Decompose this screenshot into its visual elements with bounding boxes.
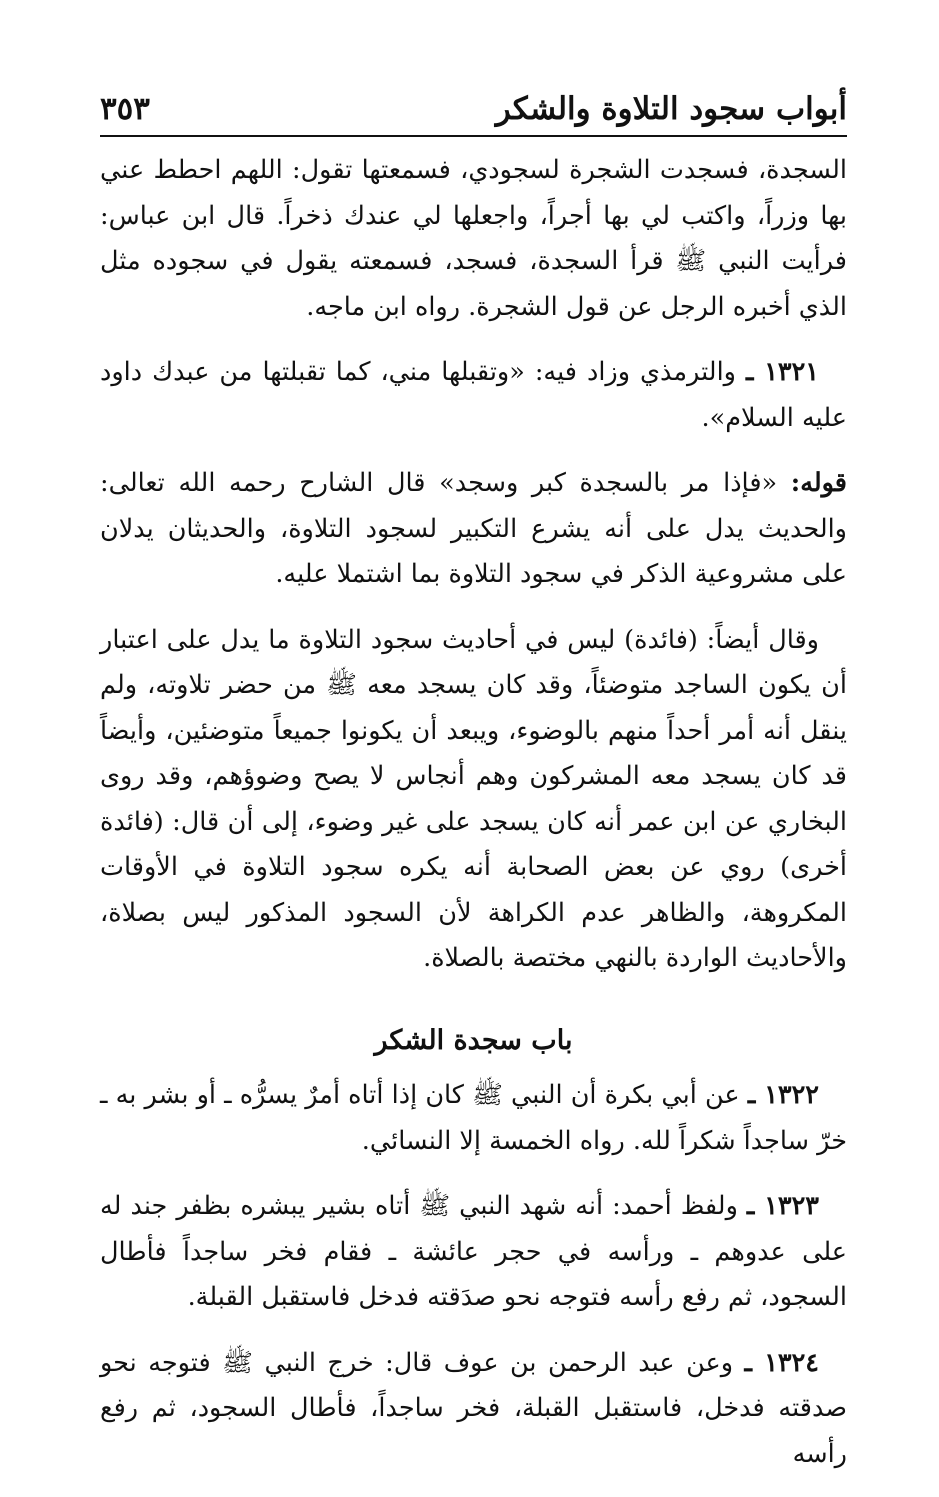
page-header [100,84,847,134]
paragraph-continuation: السجدة، فسجدت الشجرة لسجودي، فسمعتها تقول: اللهم احطط عني بها وزراً، واكتب لي بها أجراً، واجعلها لي عندك ذخراً. قال ابن عباس: فرأيت النبي ﷺ قرأ السجدة، فسجد، فسمعته يقول في سجوده مثل الذي أخبره الرجل عن قول الشجرة. رواه ابن ماجه. [100,155,847,322]
header-rule [100,135,847,137]
commentary-lead: قوله: [790,468,847,498]
hadith-1322 [100,1073,847,1164]
hadith-number: ١٣٢١ ـ [745,357,819,387]
hadith-number: ١٣٢٣ ـ [746,1191,819,1221]
section-heading: باب سجدة الشكر [374,1024,573,1056]
running-title: أبواب سجود التلاوة والشكر [495,91,847,127]
commentary-qawluh [100,461,847,598]
hadith-number: ١٣٢٤ ـ [744,1347,819,1378]
hadith-number: ١٣٢٢ ـ [747,1080,820,1110]
hadith-text: عن أبي بكرة أن النبي ﷺ كان إذا أتاه أمرٌ يسرُّه ـ أو بشر به ـ خرّ ساجداً شكراً لله. رواه الخمسة إلا النسائي. [100,1080,847,1156]
commentary-faida: وقال أيضاً: (فائدة) ليس في أحاديث سجود التلاوة ما يدل على اعتبار أن يكون الساجد متوضئاً، وقد كان يسجد معه ﷺ من حضر تلاوته، ولم ينقل أنه أمر أحداً منهم بالوضوء، ويبعد أن يكونوا جميعاً متوضئين، وأيضاً قد كان يسجد معه المشركون وهم أنجاس لا يصح وضوؤهم، وقد روى البخاري عن ابن عمر أنه كان يسجد على غير وضوء، إلى أن قال: (فائدة أخرى) روي عن بعض الصحابة أنه يكره سجود التلاوة في الأوقات المكروهة، والظاهر عدم الكراهة لأن السجود المذكور ليس بصلاة، والأحاديث الواردة بالنهي مختصة بالصلاة. [100,624,847,973]
commentary-text: «فإذا مر بالسجدة كبر وسجد» قال الشارح رحمه الله تعالى: والحديث يدل على أنه يشرع التكبير لسجود التلاوة، والحديثان يدلان على مشروعية الذكر في سجود التلاوة بما اشتملا عليه. [100,468,847,589]
hadith-1323 [100,1184,847,1321]
hadith-1324 [100,1341,847,1478]
page-number: ٣٥٣ [100,91,150,127]
hadith-text: والترمذي وزاد فيه: «وتقبلها مني، كما تقبلتها من عبدك داود عليه السلام». [100,357,847,433]
page-body [100,148,847,1497]
hadith-1321 [100,350,847,441]
hadith-text: ولفظ أحمد: أنه شهد النبي ﷺ أتاه بشير يبشره بظفر جند له على عدوهم ـ ورأسه في حجر عائشة ـ فقام فخر ساجداً فأطال السجود، ثم رفع رأسه فتوجه نحو صدَقته فدخل فاستقبل القبلة. [100,1191,847,1312]
hadith-text: وعن عبد الرحمن بن عوف قال: خرج النبي ﷺ فتوجه نحو صدقته فدخل، فاستقبل القبلة، فخر ساجداً، فأطال السجود، ثم رفع رأسه [100,1347,847,1469]
